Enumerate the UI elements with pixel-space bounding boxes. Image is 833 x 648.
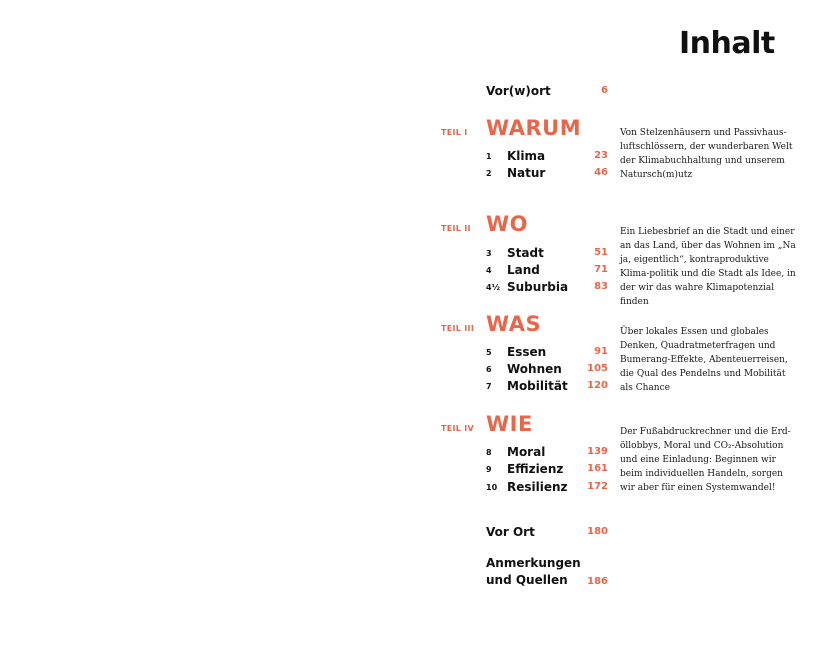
toc-page-number: 120 <box>587 380 608 391</box>
toc-chapter[interactable] <box>486 166 608 182</box>
part-description: Ein Liebesbrief an die Stadt und einer an das Land, über das Wohnen im „Na ja, eigentlich“, kontraproduktive Klima-politik und die Stadt als Idee, in der wir das wahre Klimapotenzial finden <box>620 227 796 307</box>
toc-page-number: 83 <box>594 281 608 292</box>
chapter-title: Suburbia <box>507 280 569 294</box>
toc-page-number: 105 <box>587 363 608 374</box>
toc-page-number: 186 <box>587 576 608 587</box>
chapter-title: Natur <box>507 166 546 180</box>
toc-chapter[interactable] <box>486 280 608 296</box>
chapter-number: 6 <box>486 365 492 374</box>
chapter-title: Resilienz <box>507 480 568 494</box>
chapter-title: Moral <box>507 445 546 459</box>
toc-page-number: 71 <box>594 264 608 275</box>
chapter-title: Essen <box>507 345 547 359</box>
toc-entry-label: Vor(w)ort <box>486 84 551 98</box>
page-title: Inhalt <box>679 26 775 61</box>
chapter-number: 3 <box>486 249 492 258</box>
toc-entry-label-line2: und Quellen <box>486 573 568 587</box>
toc-entry-label: Vor Ort <box>486 525 535 539</box>
chapter-number: 10 <box>486 483 498 492</box>
part-heading: WIE <box>486 412 533 436</box>
chapter-number: 5 <box>486 348 492 357</box>
chapter-number: 7 <box>486 382 492 391</box>
chapter-number: 8 <box>486 448 492 457</box>
toc-page-number: 51 <box>594 247 608 258</box>
toc-page-number: 180 <box>587 526 608 537</box>
chapter-title: Land <box>507 263 540 277</box>
part-heading: WARUM <box>486 116 582 140</box>
part-heading: WO <box>486 212 529 236</box>
toc-page-number: 91 <box>594 346 608 357</box>
part-description: Von Stelzenhäusern und Passivhaus-luftschlössern, der wunderbaren Welt der Klimabuchhaltung und unserem Natursch(m)utz <box>620 128 793 180</box>
toc-chapter[interactable] <box>486 462 608 478</box>
toc-page-number: 161 <box>587 463 608 474</box>
chapter-title: Mobilität <box>507 379 568 393</box>
part-label: TEIL IV <box>441 424 475 433</box>
part-label: TEIL III <box>441 324 475 333</box>
part-label: TEIL I <box>441 128 468 137</box>
toc-chapter[interactable] <box>486 362 608 378</box>
chapter-title: Klima <box>507 149 546 163</box>
toc-page-number: 6 <box>601 85 608 96</box>
toc-chapter[interactable] <box>486 480 608 496</box>
part-label: TEIL II <box>441 224 471 233</box>
toc-chapter[interactable] <box>486 149 608 165</box>
toc-page-number: 139 <box>587 446 608 457</box>
toc-chapter[interactable] <box>486 246 608 262</box>
toc-entry-vorwort[interactable] <box>486 84 608 98</box>
chapter-number: 9 <box>486 465 492 474</box>
chapter-title: Stadt <box>507 246 544 260</box>
chapter-title: Wohnen <box>507 362 562 376</box>
chapter-number: 4½ <box>486 283 500 292</box>
toc-page-number: 23 <box>594 150 608 161</box>
toc-page-number: 46 <box>594 167 608 178</box>
part-heading: WAS <box>486 312 542 336</box>
toc-chapter[interactable] <box>486 445 608 461</box>
part-description: Über lokales Essen und globales Denken, Quadratmeterfragen und Bumerang-Effekte, Abenteuerreisen, die Qual des Pendelns und Mobilität als Chance <box>620 327 788 393</box>
toc-entry-anmerkungen[interactable] <box>486 556 608 592</box>
toc-entry-vor-ort[interactable] <box>486 525 608 539</box>
toc-chapter[interactable] <box>486 379 608 395</box>
part-description: Der Fußabdruckrechner und die Erd-öllobbys, Moral und CO₂-Absolution und eine Einladung: Beginnen wir beim individuellen Handeln, sorgen wir aber für einen Systemwandel! <box>620 427 791 493</box>
toc-chapter[interactable] <box>486 345 608 361</box>
chapter-title: Effizienz <box>507 462 564 476</box>
chapter-number: 4 <box>486 266 492 275</box>
toc-page-number: 172 <box>587 481 608 492</box>
toc-chapter[interactable] <box>486 263 608 279</box>
chapter-number: 1 <box>486 152 492 161</box>
toc-entry-label-line1: Anmerkungen <box>486 556 581 570</box>
chapter-number: 2 <box>486 169 492 178</box>
